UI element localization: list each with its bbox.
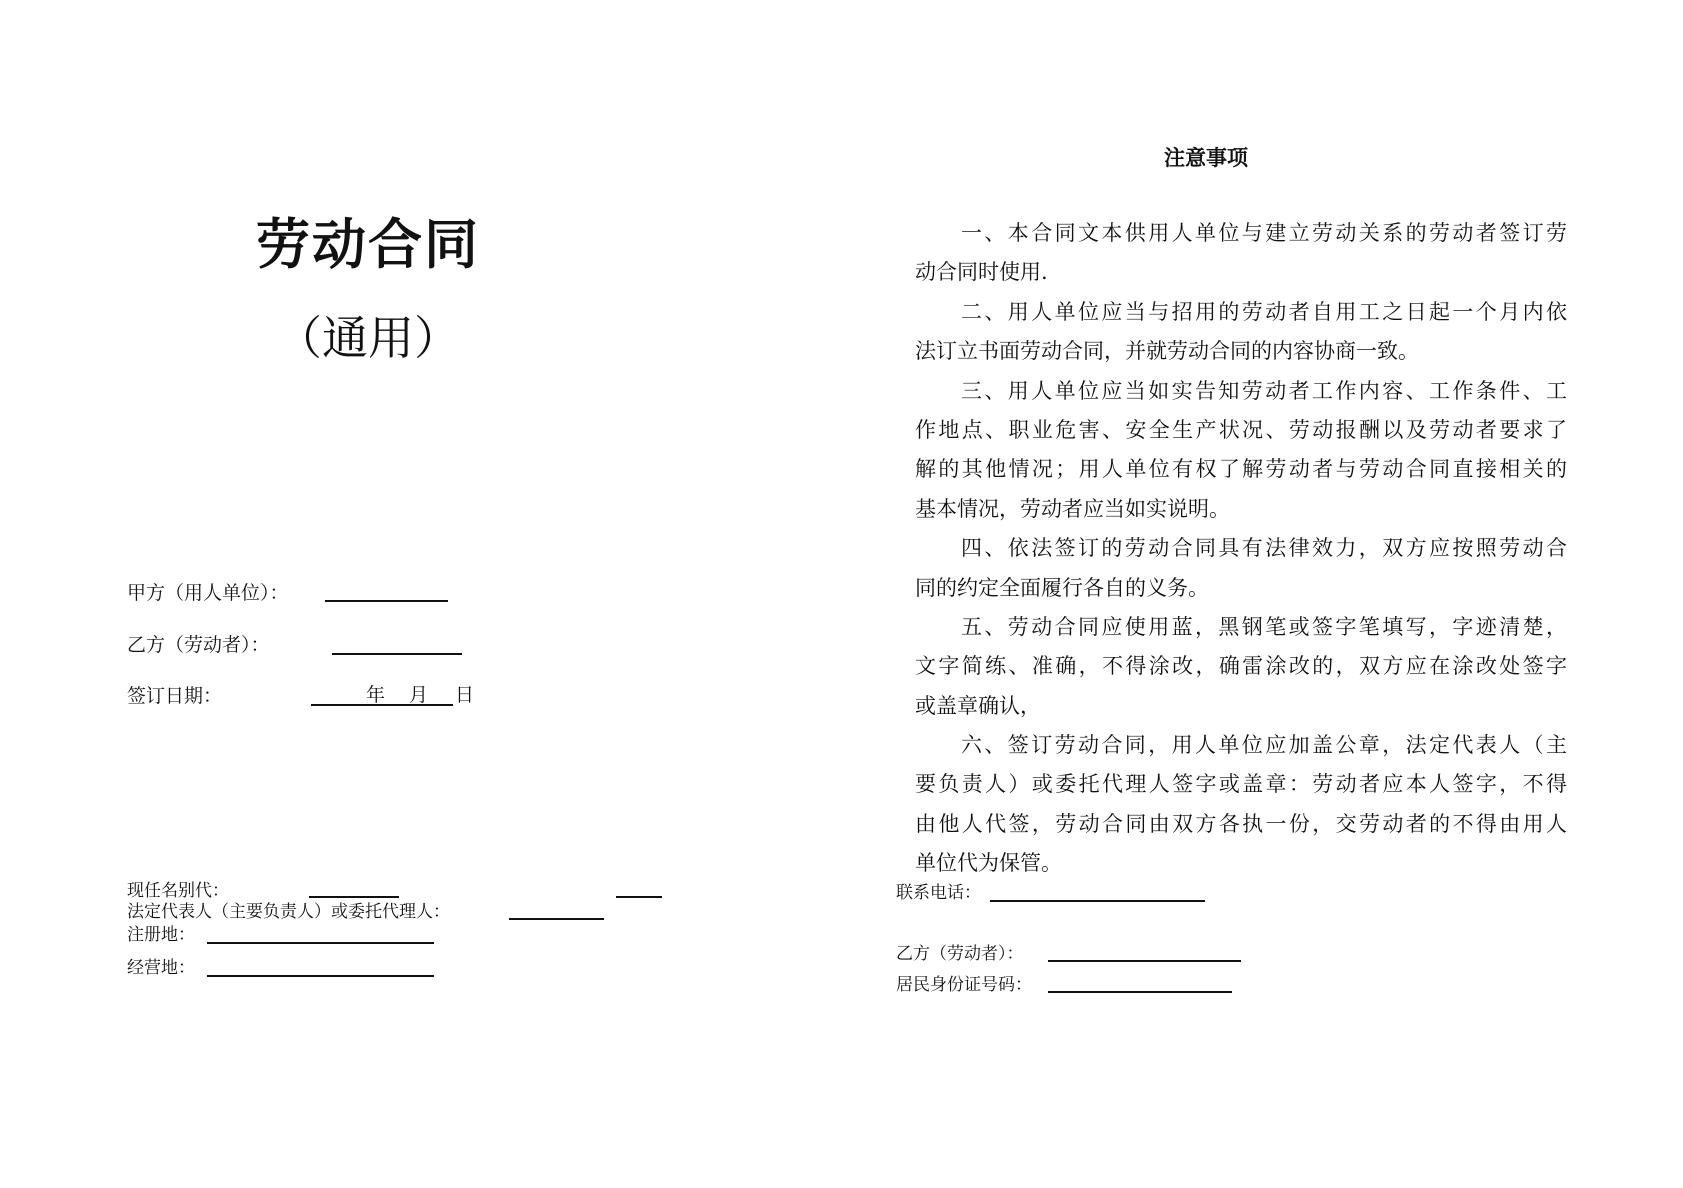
- sign-date-day: 日: [455, 684, 475, 706]
- notice-line: 解的其他情况；用人单位有权了解劳动者与劳动合同直接相关的: [915, 457, 1567, 482]
- id-number-field[interactable]: [1048, 991, 1232, 993]
- notice-paragraph: [915, 372, 1567, 530]
- party-b-field[interactable]: [332, 653, 462, 655]
- notice-paragraph: [915, 726, 1567, 884]
- alias-label: 现任名别代：: [127, 881, 229, 901]
- notice-line: 要负责人）或委托代理人签字或盖章：劳动者应本人签字，不得: [915, 772, 1567, 797]
- notice-line: 六、签订劳动合同，用人单位应加盖公章，法定代表人（主: [961, 733, 1567, 758]
- contract-subtitle: （通用）: [276, 311, 460, 365]
- business-address-field[interactable]: [207, 975, 434, 977]
- contract-title: 劳动合同: [256, 212, 480, 276]
- party-b-label: 乙方（劳动者）：: [127, 634, 270, 656]
- notice-line: 作地点、职业危害、安全生产状况、劳动报酬以及劳动者要求了: [915, 417, 1567, 442]
- worker-label: 乙方（劳动者）：: [896, 944, 1024, 964]
- notice-line: 三、用人单位应当如实告知劳动者工作内容、工作条件、工: [961, 378, 1567, 403]
- phone-label: 联系电话：: [896, 883, 981, 903]
- notice-line: 一、本合同文本供用人单位与建立劳动关系的劳动者签订劳: [961, 221, 1567, 245]
- notice-line: 单位代为保管。: [915, 851, 1062, 876]
- notice-paragraph: [915, 214, 1567, 293]
- worker-field[interactable]: [1048, 960, 1241, 962]
- notice-line: 二、用人单位应当与招用的劳动者自用工之日起一个月内依: [961, 299, 1567, 324]
- notice-line: 法订立书面劳动合同，并就劳动合同的内容协商一致。: [915, 339, 1419, 364]
- notice-line: 文字简练、准确，不得涂改，确雷涂改的，双方应在涂改处签字: [915, 654, 1567, 679]
- alias-field-extra[interactable]: [616, 896, 662, 898]
- notice-paragraph: [915, 293, 1567, 372]
- notice-title: 注意事项: [1164, 145, 1248, 170]
- notice-paragraph: [915, 529, 1567, 608]
- legal-rep-field[interactable]: [509, 918, 604, 920]
- notice-line: 基本情况，劳动者应当如实说明。: [915, 496, 1230, 521]
- alias-field[interactable]: [309, 896, 399, 898]
- notice-paragraph: [915, 608, 1567, 726]
- notice-line: 四、依法签订的劳动合同具有法律效力，双方应按照劳动合: [961, 536, 1567, 561]
- legal-rep-label: 法定代表人（主要负责人）或委托代理人：: [127, 902, 450, 922]
- registered-address-field[interactable]: [207, 942, 434, 944]
- notice-line: 动合同时使用.: [915, 260, 1048, 285]
- notice-body: [915, 214, 1567, 884]
- id-number-label: 居民身份证号码：: [896, 975, 1032, 995]
- party-a-field[interactable]: [325, 600, 448, 602]
- party-a-label: 甲方（用人单位）：: [127, 582, 289, 604]
- sign-date-year: 年: [366, 684, 386, 706]
- notice-line: 五、劳动合同应使用蓝，黑钢笔或签字笔填写，字迹清楚，: [961, 614, 1567, 639]
- sign-date-label: 签订日期：: [127, 685, 223, 707]
- notice-line: 同的约定全面履行各自的义务。: [915, 575, 1209, 600]
- registered-address-label: 注册地：: [127, 925, 195, 945]
- business-address-label: 经营地：: [127, 958, 195, 978]
- sign-date-month: 月: [409, 684, 429, 706]
- phone-field[interactable]: [990, 900, 1205, 902]
- notice-line: 由他人代签，劳动合同由双方各执一份，交劳动者的不得由用人: [915, 811, 1567, 836]
- notice-line: 或盖章确认，: [915, 693, 1041, 718]
